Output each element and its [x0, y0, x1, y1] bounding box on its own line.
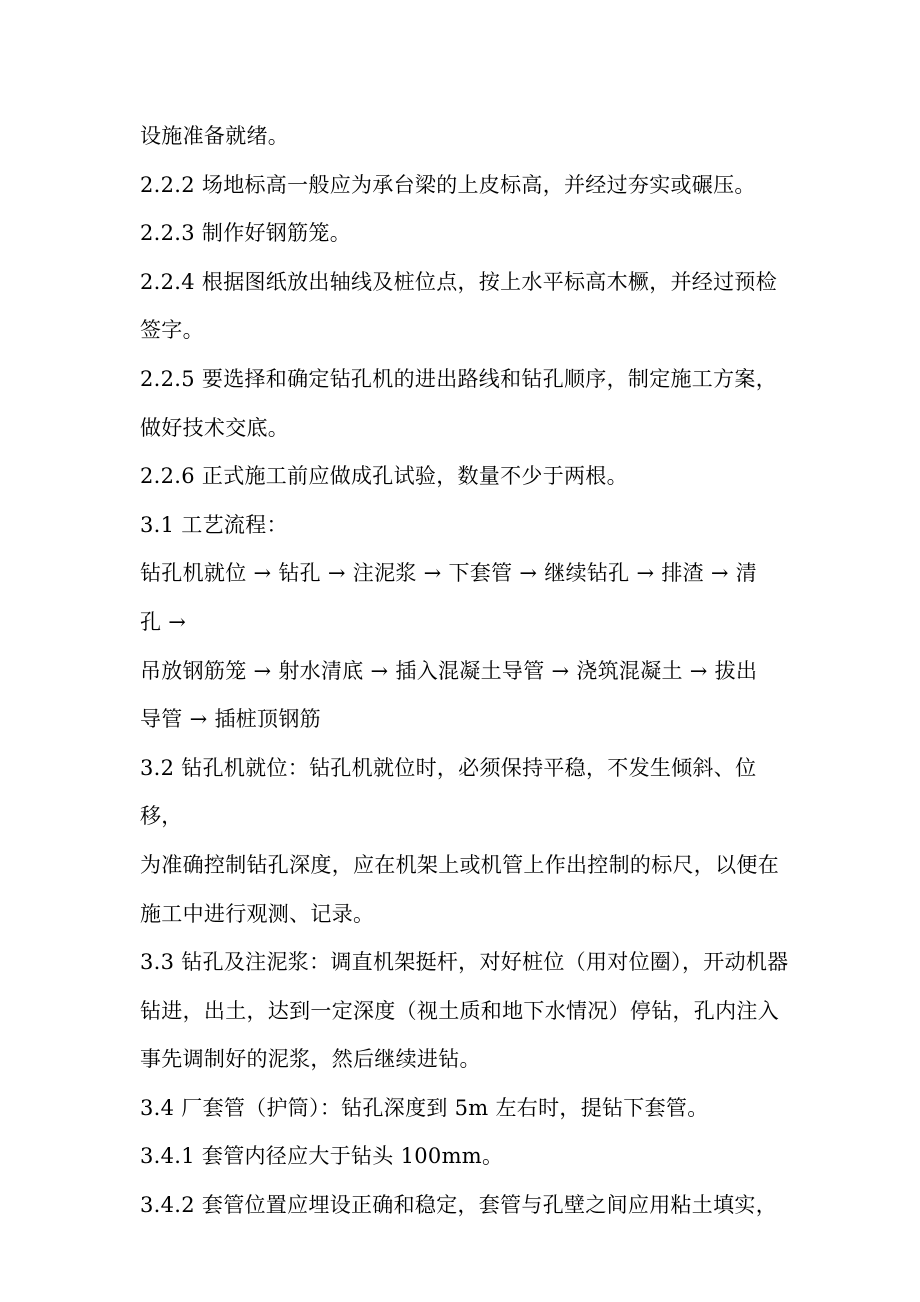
- document-body: [140, 112, 790, 1230]
- text-line: 吊放钢筋笼 → 射水清底 → 插入混凝土导管 → 浇筑混凝土 → 拔出: [140, 658, 758, 683]
- text-line: 设施准备就绪。: [140, 124, 290, 148]
- text-line: 孔 →: [140, 609, 187, 634]
- text-line: 3.3 钻孔及注泥浆：调直机架挺杆，对好桩位（用对位圈），开动机器: [140, 950, 789, 975]
- text-line: 钻孔机就位 → 钻孔 → 注泥浆 → 下套管 → 继续钻孔 → 排渣 → 清: [140, 561, 758, 586]
- text-line: 3.4 厂套管（护筒）：钻孔深度到 5m 左右时，提钻下套管。: [140, 1095, 709, 1120]
- text-line: 签字。: [140, 318, 204, 343]
- text-line: 2.2.4 根据图纸放出轴线及桩位点，按上水平标高木橛，并经过预检: [140, 269, 778, 294]
- text-line: 2.2.3 制作好钢筋笼。: [140, 221, 352, 246]
- text-line: 3.1 工艺流程：: [140, 512, 288, 537]
- text-line: 3.2 钻孔机就位：钻孔机就位时，必须保持平稳，不发生倾斜、位移，: [140, 755, 757, 829]
- text-line: 施工中进行观测、记录。: [140, 901, 375, 926]
- text-line: 做好技术交底。: [140, 415, 290, 440]
- text-line: 3.4.1 套管内径应大于钻头 100mm。: [140, 1144, 504, 1169]
- text-line: 2.2.6 正式施工前应做成孔试验，数量不少于两根。: [140, 464, 628, 489]
- text-line: 为准确控制钻孔深度，应在机架上或机管上作出控制的标尺，以便在: [140, 852, 779, 877]
- text-line: 2.2.5 要选择和确定钻孔机的进出路线和钻孔顺序，制定施工方案，: [140, 366, 778, 391]
- text-line: 2.2.2 场地标高一般应为承台梁的上皮标高，并经过夯实或碾压。: [140, 172, 756, 197]
- text-line: 导管 → 插桩顶钢筋: [140, 707, 321, 732]
- text-line: 钻进，出土，达到一定深度（视土质和地下水情况）停钻，孔内注入: [140, 998, 779, 1023]
- text-line: 事先调制好的泥浆，然后继续进钻。: [140, 1047, 481, 1072]
- text-line: 3.4.2 套管位置应埋设正确和稳定，套管与孔壁之间应用粘土填实，: [140, 1193, 778, 1218]
